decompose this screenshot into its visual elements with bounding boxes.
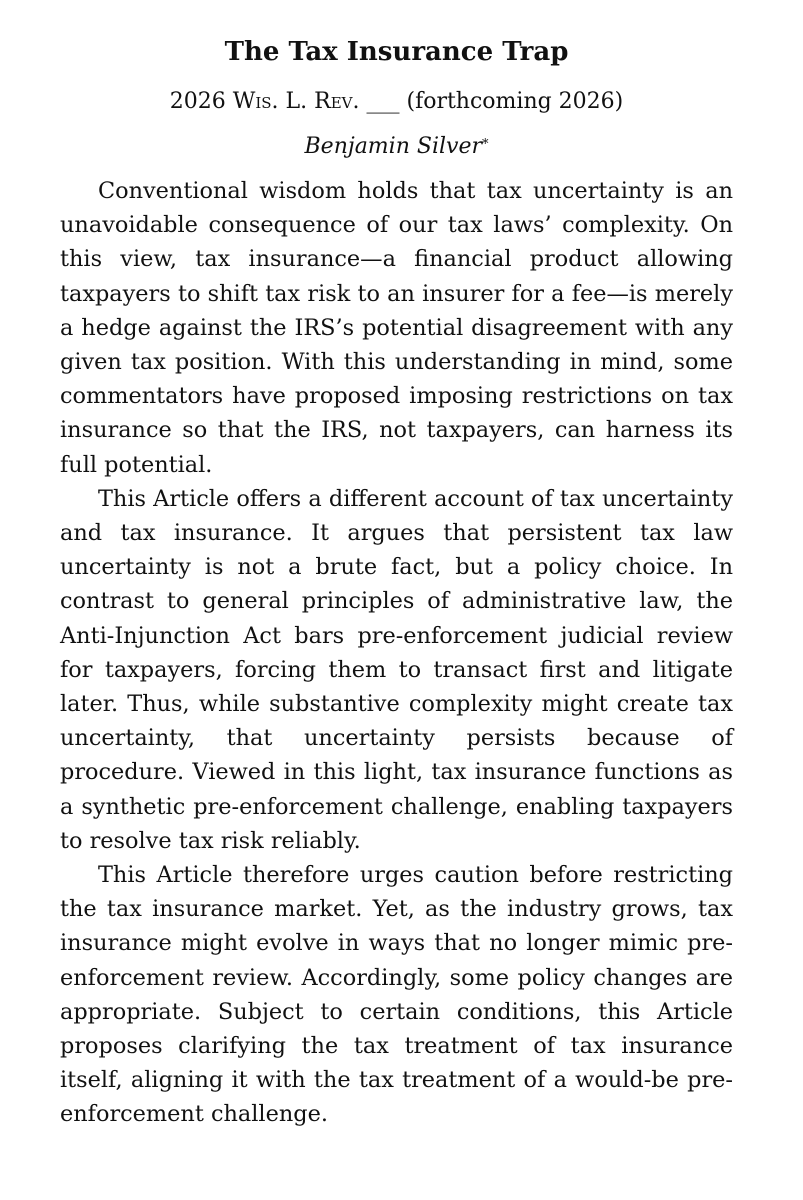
citation-journal-2: . L. — [271, 89, 315, 114]
abstract-paragraph-1: Conventional wisdom holds that tax uncertainty is an unavoidable consequence of our tax laws’ complexity. On this view, tax insurance—a financial product allowing taxpayers to shift tax risk to an insurer for a fee—is merely a hedge against the IRS’s potential disagreement with any given tax position. With this understanding in mind, some commentators have proposed imposing restrictions on tax insurance so that the IRS, not taxpayers, can harness its full potential. — [60, 178, 733, 478]
abstract-paragraph-3: This Article therefore urges caution before restricting the tax insurance market. Yet, as the industry grows, tax insurance might evolve in ways that no longer mimic pre-enforcement review. Accordingly, some policy changes are appropriate. Subject to certain conditions, this Article proposes clarifying the tax treatment of tax insurance itself, aligning it with the tax treatment of a would-be pre-enforcement challenge. — [60, 862, 733, 1128]
abstract — [60, 174, 733, 1132]
author-line — [60, 132, 733, 162]
citation-year: 2026 — [169, 89, 226, 114]
paper-title: The Tax Insurance Trap — [224, 37, 569, 67]
citation-rest: . ___ (forthcoming 2026) — [352, 89, 624, 114]
citation-journal-1: Wis — [232, 89, 272, 114]
citation-journal-3: Rev — [314, 89, 353, 114]
abstract-paragraph-2: This Article offers a different account of tax uncertainty and tax insurance. It argues that persistent tax law uncertainty is not a brute fact, but a policy choice. In contrast to general principles of administrative law, the Anti-Injunction Act bars pre-enforcement judicial review for taxpayers, forcing them to transact first and litigate later. Thus, while substantive complexity might create tax uncertainty, that uncertainty persists because of procedure. Viewed in this light, tax insurance functions as a synthetic pre-enforcement challenge, enabling taxpayers to resolve tax risk reliably. — [60, 485, 733, 854]
journal-citation — [60, 87, 733, 117]
author-name: Benjamin Silver — [304, 134, 482, 159]
author-footnote-mark: * — [481, 137, 489, 152]
